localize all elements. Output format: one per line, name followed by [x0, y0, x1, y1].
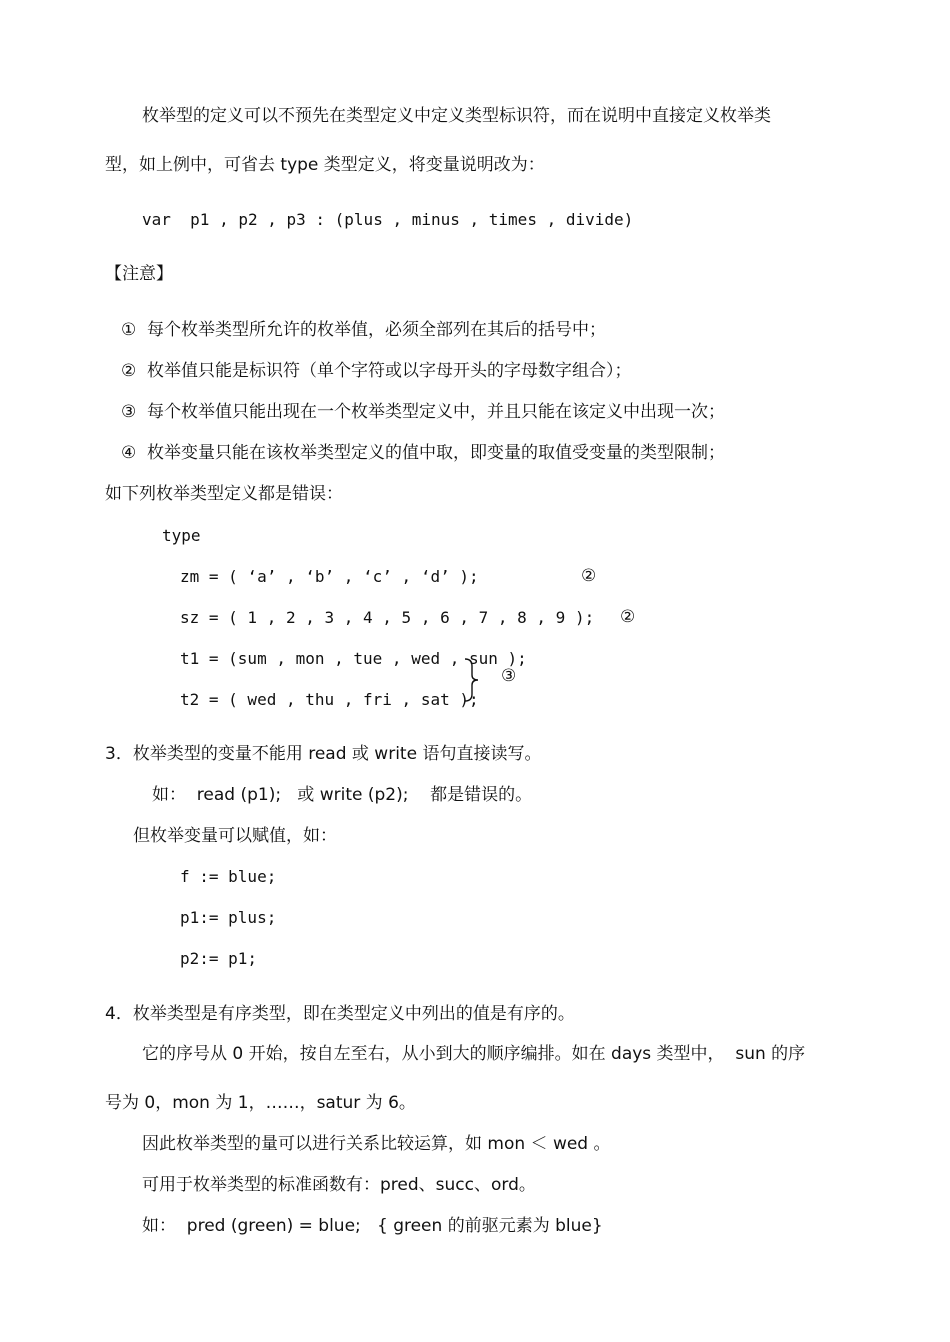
error-example-intro: 如下列枚举类型定义都是错误：	[105, 484, 343, 504]
notice-item-1: ① 每个枚举类型所允许的枚举值，必须全部列在其后的括号中；	[121, 320, 607, 340]
section-4-para-2: 因此枚举类型的量可以进行关系比较运算，如 mon ＜ wed 。	[142, 1134, 611, 1154]
var-declaration-code: var p1 , p2 , p3 : (plus , minus , times , divide)	[142, 210, 634, 229]
t2-definition: t2 = ( wed , thu , fri , sat );	[180, 690, 479, 709]
notice-item-3: ③ 每个枚举值只能出现在一个枚举类型定义中，并且只能在该定义中出现一次；	[121, 402, 726, 422]
assign-code-line: p1:= plus;	[180, 908, 277, 927]
right-brace-icon	[462, 658, 484, 702]
section-4-para-1-line-1: 它的序号从 0 开始，按自左至右，从小到大的顺序编排。如在 days 类型中， sun 的序	[142, 1044, 806, 1064]
section-3-assign-intro: 但枚举变量可以赋值，如：	[133, 826, 337, 846]
intro-line-2: 型，如上例中，可省去 type 类型定义，将变量说明改为：	[105, 155, 545, 175]
section-4-para-1-line-2: 号为 0，mon 为 1，……，satur 为 6。	[105, 1093, 416, 1113]
zm-definition: zm = ( ‘a’ , ‘b’ , ‘c’ , ‘d’ );	[180, 567, 479, 586]
notice-item-4: ④ 枚举变量只能在该枚举类型定义的值中取，即变量的取值受变量的类型限制；	[121, 443, 726, 463]
sz-definition: sz = ( 1 , 2 , 3 , 4 , 5 , 6 , 7 , 8 , 9 );	[180, 608, 595, 627]
t1-definition: t1 = (sum , mon , tue , wed , sun );	[180, 649, 527, 668]
type-keyword: type	[162, 526, 201, 545]
zm-error-mark: ②	[581, 566, 597, 586]
section-3-example: 如： read (p1); 或 write (p2); 都是错误的。	[152, 785, 533, 805]
intro-line-1: 枚举型的定义可以不预先在类型定义中定义类型标识符，而在说明中直接定义枚举类	[142, 106, 771, 126]
assign-code-line: f := blue;	[180, 867, 277, 886]
assign-code-line: p2:= p1;	[180, 949, 258, 968]
notice-item-2: ② 枚举值只能是标识符（单个字符或以字母开头的字母数字组合）；	[121, 361, 632, 381]
section-4-heading: 4．枚举类型是有序类型，即在类型定义中列出的值是有序的。	[105, 1004, 575, 1024]
section-3-heading: 3．枚举类型的变量不能用 read 或 write 语句直接读写。	[105, 744, 542, 764]
t-error-mark: ③	[501, 666, 517, 686]
notice-heading: 【注意】	[105, 264, 173, 284]
section-4-para-3: 可用于枚举类型的标准函数有：pred、succ、ord。	[142, 1175, 536, 1195]
sz-error-mark: ②	[620, 607, 636, 627]
section-4-para-4: 如： pred (green) = blue; { green 的前驱元素为 blue}	[142, 1216, 603, 1236]
